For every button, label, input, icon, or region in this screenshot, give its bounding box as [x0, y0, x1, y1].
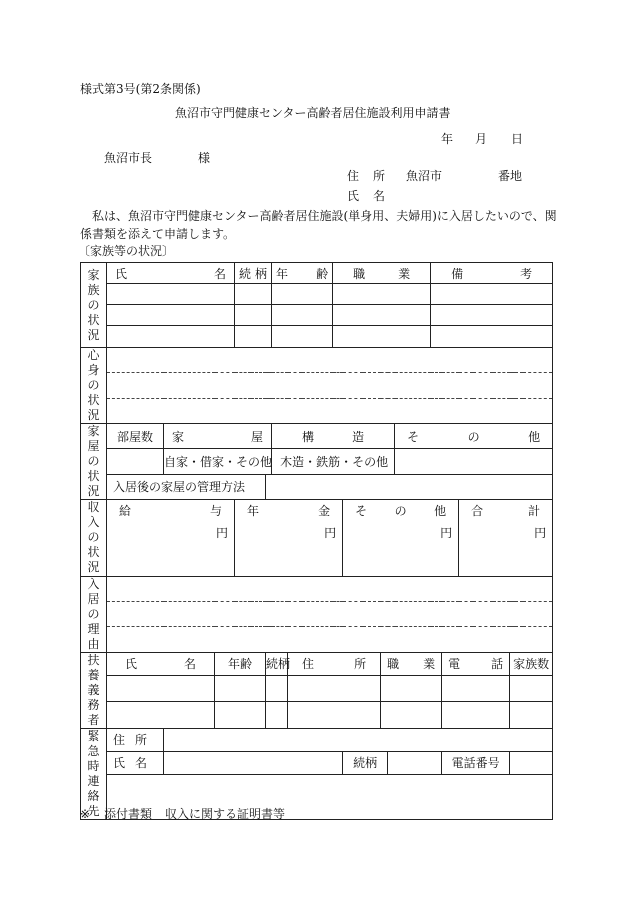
house-col-other: そ の 他 [395, 424, 553, 449]
income-col-total: 合 計 [459, 500, 553, 521]
applicant-name-label: 氏 名 [347, 189, 386, 203]
income-col-other: そ の 他 [343, 500, 459, 521]
family-col-relation: 続 柄 [235, 263, 272, 284]
house-col-structure: 構 造 [272, 424, 395, 449]
application-form-table [80, 262, 553, 820]
form-title: 魚沼市守門健康センター高齢者居住施設利用申請書 [175, 106, 451, 120]
income-col-pension: 年 金 [235, 500, 343, 521]
intro-text-line2: 係書類を添えて申請します。 [80, 227, 236, 241]
emergency-name-value[interactable] [164, 751, 343, 774]
addressee-honorific: 様 [198, 151, 211, 165]
form-number: 様式第3号(第2条関係) [80, 82, 201, 96]
support-col-phone: 電 話 [442, 652, 510, 676]
house-rooms-value[interactable] [107, 449, 164, 474]
health-line[interactable] [107, 348, 553, 373]
health-label: 心身の状況 [81, 348, 107, 424]
date-month: 月 [475, 132, 488, 146]
support-col-address: 住 所 [288, 652, 381, 676]
footer-attach-detail: 収入に関する証明書等 [165, 807, 286, 821]
family-col-occupation: 職 業 [333, 263, 431, 284]
house-label: 家屋の状況 [81, 424, 107, 500]
footer-attach-label: 添付書類 [104, 807, 153, 821]
support-col-age: 年齢 [215, 652, 266, 676]
house-management-value[interactable] [266, 474, 553, 499]
support-col-family-count: 家族数 [510, 652, 553, 676]
income-salary-value[interactable]: 円 [107, 520, 235, 576]
support-col-occupation: 職 業 [381, 652, 442, 676]
house-structure-options[interactable]: 木造・鉄筋・その他 [272, 449, 395, 474]
house-col-rooms: 部屋数 [107, 424, 164, 449]
date-day: 日 [511, 132, 524, 146]
emergency-label: 緊急時連絡先 [81, 728, 107, 819]
emergency-col-relation: 続柄 [343, 751, 388, 774]
support-label: 扶養義務者 [81, 652, 107, 728]
support-col-name: 氏 名 [107, 652, 215, 676]
family-col-notes: 備 考 [431, 263, 553, 284]
income-total-value[interactable]: 円 [459, 520, 553, 576]
address-banchi: 番地 [498, 169, 523, 183]
support-row [81, 702, 553, 728]
address-city: 魚沼市 [406, 169, 443, 183]
house-type-options[interactable]: 自家・借家・その他 [164, 449, 272, 474]
addressee: 魚沼市長 [104, 151, 153, 165]
income-pension-value[interactable]: 円 [235, 520, 343, 576]
health-line[interactable] [107, 398, 553, 423]
support-col-relation: 続柄 [266, 652, 288, 676]
reason-label: 入居の理由 [81, 576, 107, 652]
house-other-value[interactable] [395, 449, 553, 474]
family-col-name: 氏 名 [107, 263, 235, 284]
emergency-address-value[interactable] [164, 728, 553, 751]
intro-text-line1: 私は、魚沼市守門健康センター高齢者居住施設(単身用、夫婦用)に入居したいので、関 [92, 209, 557, 223]
date-year: 年 [441, 132, 454, 146]
emergency-relation-value[interactable] [388, 751, 442, 774]
footer-mark: ※ [80, 807, 91, 821]
family-row [81, 284, 553, 305]
family-row [81, 305, 553, 326]
income-label: 収入の状況 [81, 500, 107, 577]
reason-line[interactable] [107, 576, 553, 601]
family-label: 家族の状況 [81, 263, 107, 348]
reason-line[interactable] [107, 627, 553, 652]
family-row [81, 326, 553, 348]
emergency-col-name: 氏 名 [107, 751, 164, 774]
income-col-salary: 給 与 [107, 500, 235, 521]
emergency-phone-value[interactable] [510, 751, 553, 774]
emergency-col-phone: 電話番号 [442, 751, 510, 774]
emergency-col-address: 住 所 [107, 728, 164, 751]
address-label: 住 所 [347, 169, 386, 183]
family-col-age: 年 齢 [272, 263, 333, 284]
support-row [81, 676, 553, 702]
health-line[interactable] [107, 373, 553, 398]
house-management-label: 入居後の家屋の管理方法 [107, 474, 266, 499]
house-col-house: 家 屋 [164, 424, 272, 449]
reason-line[interactable] [107, 601, 553, 626]
section-heading: 〔家族等の状況〕 [78, 244, 175, 258]
income-other-value[interactable]: 円 [343, 520, 459, 576]
